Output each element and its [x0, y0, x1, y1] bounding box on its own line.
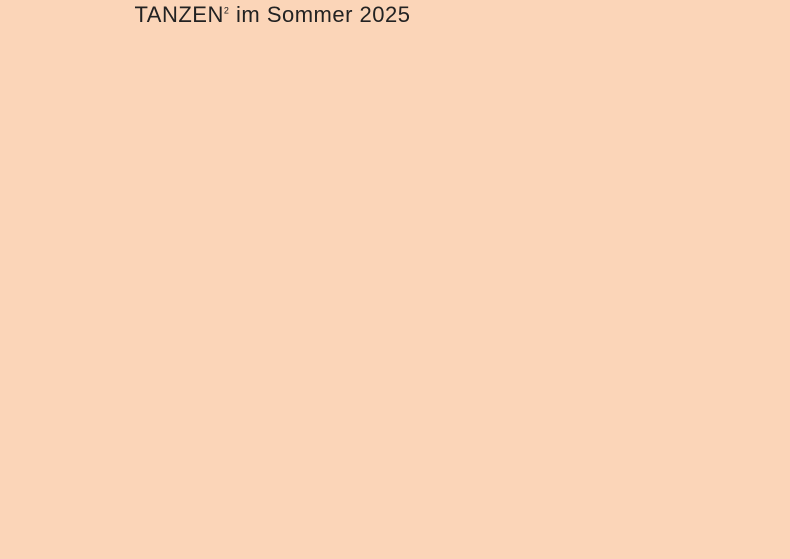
- page-title: TANZEN$^2$ im Sommer 2025: [134, 2, 411, 27]
- legend-panel: [548, 0, 790, 559]
